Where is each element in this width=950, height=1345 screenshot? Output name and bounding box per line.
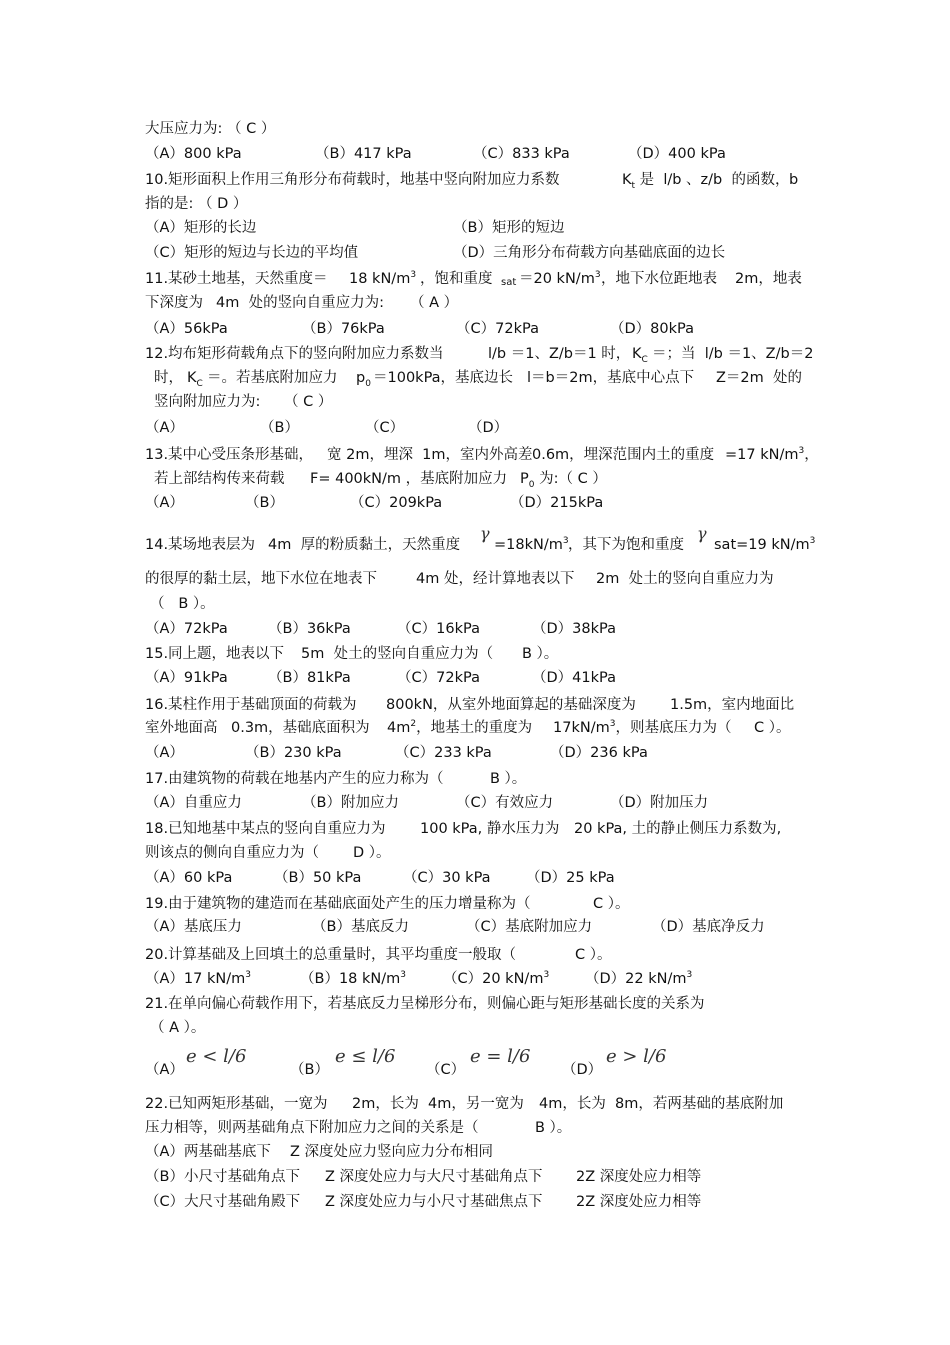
- question-22-answer: B ）。: [535, 1120, 572, 1136]
- question-18-answer: D ）。: [353, 845, 391, 861]
- question-15-answer: B ）。: [522, 646, 559, 662]
- question-15-text: 5m 处土的竖向自重应力为（: [301, 646, 494, 662]
- option-b: （B）230 kPa: [245, 745, 342, 761]
- option-d: （D）400 kPa: [628, 146, 726, 162]
- question-14-cont2: 4m 处，经计算地表以下: [416, 571, 575, 587]
- gamma-symbol: γ: [697, 524, 707, 543]
- option-b: （B）基底反力: [312, 919, 409, 935]
- question-19: 19.由于建筑物的建造而在基础底面处产生的压力增量称为（: [145, 896, 531, 912]
- option-c: （C）有效应力: [456, 795, 554, 811]
- question-12-text: l/b ＝1、Z/b＝1 时，: [488, 346, 631, 362]
- question-21-answer: （ A ）。: [150, 1020, 206, 1036]
- option-a: （A）60 kPa: [145, 870, 233, 886]
- question-18-text2: 20 kPa, 土的静止侧压力系数为,: [574, 821, 782, 837]
- option-d: （D）: [562, 1062, 603, 1078]
- question-16-val: $17kN/m^3$，则基底压力为（: [553, 719, 732, 736]
- option-b: （B）76kPa: [302, 321, 385, 337]
- question-21: 21.在单向偏心荷载作用下，若基底反力呈梯形分布，则偏心距与矩形基础长度的关系为: [145, 996, 705, 1012]
- option-d: （D）25 kPa: [526, 870, 615, 886]
- option-b: （B）81kPa: [268, 670, 351, 686]
- option-c: （C）72kPa: [456, 321, 539, 337]
- option-a: （A）91kPa: [145, 670, 228, 686]
- question-14-cont: 的很厚的黏土层，地下水位在地表下: [145, 571, 377, 587]
- option-d: （D）基底净反力: [652, 919, 765, 935]
- question-14: 14.某场地表层为: [145, 537, 256, 553]
- question-14-answer: （ B ）。: [150, 596, 215, 612]
- question-10-k: $K_t$: [622, 172, 636, 191]
- question-13: 13.某中心受压条形基础，: [145, 447, 314, 463]
- question-16: 16.某柱作用于基础顶面的荷载为: [145, 697, 357, 713]
- option-d: （D）41kPa: [532, 670, 616, 686]
- question-12-answer: （ C ）: [284, 394, 333, 410]
- option-d: （D）三角形分布荷载方向基础底面的边长: [453, 245, 726, 261]
- question-12-text3: ＝。若基底附加应力: [207, 370, 338, 386]
- question-10-b: b: [789, 172, 799, 188]
- question-11-text: ，饱和重度: [420, 271, 493, 287]
- option-c-cont: Z 深度处应力与小尺寸基础焦点下: [325, 1194, 543, 1210]
- question-13-cont2: F= 400kN/m ，基底附加应力: [310, 471, 508, 487]
- question-22-text2: 4m，另一宽为: [428, 1096, 524, 1112]
- question-10-cont: 指的是: （ D ）: [145, 196, 248, 212]
- question-18: 18.已知地基中某点的竖向自重应力为: [145, 821, 386, 837]
- option-a: （A）17 $kN/m^3$: [145, 970, 251, 987]
- question-22-text3: 4m，长为: [539, 1096, 606, 1112]
- option-a: （A）矩形的长边: [145, 220, 257, 236]
- question-14-cont3: 2m 处土的竖向自重应力为: [596, 571, 774, 587]
- option-a: （A）: [145, 745, 184, 761]
- question-13-text2: 0.6m，埋深范围内土的重度: [532, 447, 715, 463]
- question-19-answer: C ）。: [593, 896, 630, 912]
- question-22-cont: 压力相等，则两基础角点下附加应力之间的关系是（: [145, 1120, 479, 1136]
- question-22-text: 2m，长为: [352, 1096, 419, 1112]
- option-c: （C）833 kPa: [473, 146, 570, 162]
- formula-e-greater: e > l/6: [606, 1046, 667, 1067]
- question-11-answer: （ A ）: [410, 295, 459, 311]
- option-b: （B）: [260, 420, 299, 436]
- option-d: （D）215kPa: [510, 495, 604, 511]
- question-16-cont: 室外地面高: [145, 720, 218, 736]
- question-22-text4: 8m，若两基础的基底附加: [615, 1096, 784, 1112]
- option-c: （C）大尺寸基础角殿下: [145, 1194, 301, 1210]
- option-c: （C）16kPa: [397, 621, 480, 637]
- question-11: 11.某砂土地基，天然重度＝: [145, 271, 328, 287]
- question-12-text6: Z＝2m 处的: [716, 370, 803, 386]
- question-11-text3: 2m，地表: [735, 271, 802, 287]
- option-b: （B）: [290, 1062, 329, 1078]
- question-18-cont: 则该点的侧向自重应力为（: [145, 845, 319, 861]
- question-12-k: $K_C$: [632, 346, 648, 365]
- question-13-p0: $P_0$ 为:（ C ）: [520, 471, 607, 490]
- option-c: （C）: [365, 420, 405, 436]
- question-13-text: 宽 2m，埋深 1m，室内外高差: [327, 447, 533, 463]
- option-d: （D）38kPa: [532, 621, 616, 637]
- option-d: （D）: [468, 420, 509, 436]
- question-12-cont2: 竖向附加应力为:: [154, 394, 261, 410]
- question-11-val: 18 $kN/m^3$: [349, 270, 417, 287]
- option-b: （B）417 kPa: [315, 146, 412, 162]
- question-14-val: $=18kN/m^3$: [494, 536, 569, 553]
- option-a: （A）两基础基底下: [145, 1144, 271, 1160]
- question-17: 17.由建筑物的荷载在地基内产生的应力称为（: [145, 771, 444, 787]
- question-16-cont2: 0.3m，基础底面积为: [231, 720, 370, 736]
- formula-e-less-equal: e ≤ l/6: [335, 1046, 396, 1067]
- option-c-cont2: 2Z 深度处应力相等: [576, 1194, 702, 1210]
- option-c: （C）72kPa: [397, 670, 480, 686]
- question-14-text: 4m 厚的粉质黏土，天然重度: [268, 537, 461, 553]
- question-10: 10.矩形面积上作用三角形分布荷载时，地基中竖向附加应力系数: [145, 172, 560, 188]
- option-c: （C）209kPa: [350, 495, 443, 511]
- question-18-text: 100 kPa, 静水压力为: [420, 821, 560, 837]
- question-13-val: =17 $kN/m^3$，: [725, 446, 819, 463]
- text-line: 大压应力为: （ C ）: [145, 121, 276, 137]
- question-11-cont2: 4m 处的竖向自重应力为:: [216, 295, 384, 311]
- question-11-cont: 下深度为: [145, 295, 203, 311]
- question-15: 15.同上题，地表以下: [145, 646, 285, 662]
- question-16-text: 800kN，从室外地面算起的基础深度为: [386, 697, 636, 713]
- option-b: （B）矩形的短边: [453, 220, 565, 236]
- option-c: （C）30 kPa: [403, 870, 491, 886]
- option-b: （B）: [245, 495, 284, 511]
- option-a: （A）72kPa: [145, 621, 228, 637]
- question-12-p0: $p_0$: [356, 370, 371, 389]
- option-d: （D）22 $kN/m^3$: [585, 970, 693, 987]
- option-c: （C）基底附加应力: [466, 919, 593, 935]
- option-a: （A）: [145, 420, 184, 436]
- question-13-cont: 若上部结构传来荷载: [154, 471, 285, 487]
- option-a: （A）自重应力: [145, 795, 242, 811]
- question-12: 12.均布矩形荷载角点下的竖向附加应力系数当: [145, 346, 444, 362]
- question-12-text4: ＝100kPa，基底边长: [373, 370, 514, 386]
- question-14-text2: ，其下为饱和重度: [568, 537, 684, 553]
- option-a: （A）基底压力: [145, 919, 242, 935]
- question-16-answer: C ）。: [754, 720, 791, 736]
- question-14-val2: sat=19 $kN/m^3$: [714, 536, 816, 553]
- option-c: （C）20 $kN/m^3$: [443, 970, 550, 987]
- option-b: （B）小尺寸基础角点下: [145, 1169, 300, 1185]
- option-a-cont: Z 深度处应力竖向应力分布相同: [290, 1144, 494, 1160]
- option-a: （A）56kPa: [145, 321, 228, 337]
- formula-e-equal: e = l/6: [470, 1046, 531, 1067]
- question-12-k2: $K_C$: [187, 370, 203, 389]
- option-c: （C）: [426, 1062, 466, 1078]
- question-20-answer: C ）。: [575, 947, 612, 963]
- formula-e-less-than: e < l/6: [186, 1046, 247, 1067]
- option-d: （D）附加压力: [610, 795, 709, 811]
- option-a: （A）: [145, 495, 184, 511]
- question-20: 20.计算基础及上回填土的总重量时，其平均重度一般取（: [145, 947, 517, 963]
- option-c: （C）233 kPa: [395, 745, 492, 761]
- option-d: （D）236 kPa: [550, 745, 648, 761]
- option-b: （B）18 $kN/m^3$: [300, 970, 406, 987]
- question-10-text: 是 l/b 、z/b 的函数，: [635, 172, 790, 188]
- option-a: （A）800 kPa: [145, 146, 242, 162]
- question-11-text2: ，地下水位距地表: [601, 271, 717, 287]
- option-d: （D）80kPa: [610, 321, 694, 337]
- question-16-text2: 1.5m，室内地面比: [670, 697, 795, 713]
- option-a: （A）: [145, 1062, 184, 1078]
- option-b: （B）50 kPa: [274, 870, 362, 886]
- question-17-answer: B ）。: [490, 771, 527, 787]
- option-c: （C）矩形的短边与长边的平均值: [145, 245, 359, 261]
- question-12-text2: ＝；当 l/b ＝1、Z/b＝2: [652, 346, 814, 362]
- option-b-cont2: 2Z 深度处应力相等: [576, 1169, 702, 1185]
- gamma-symbol: γ: [480, 524, 490, 543]
- option-b: （B）36kPa: [268, 621, 351, 637]
- question-22: 22.已知两矩形基础，一宽为: [145, 1096, 328, 1112]
- option-b: （B）附加应力: [302, 795, 399, 811]
- question-16-area: $4m^2$，地基土的重度为: [387, 719, 533, 736]
- question-11-sat: sat: [501, 277, 517, 288]
- question-12-cont: 时，: [154, 370, 183, 386]
- option-b-cont: Z 深度处应力与大尺寸基础角点下: [325, 1169, 543, 1185]
- question-12-text5: l＝b＝2m，基底中心点下: [527, 370, 695, 386]
- question-11-val2: ＝20 $kN/m^3$: [519, 270, 601, 287]
